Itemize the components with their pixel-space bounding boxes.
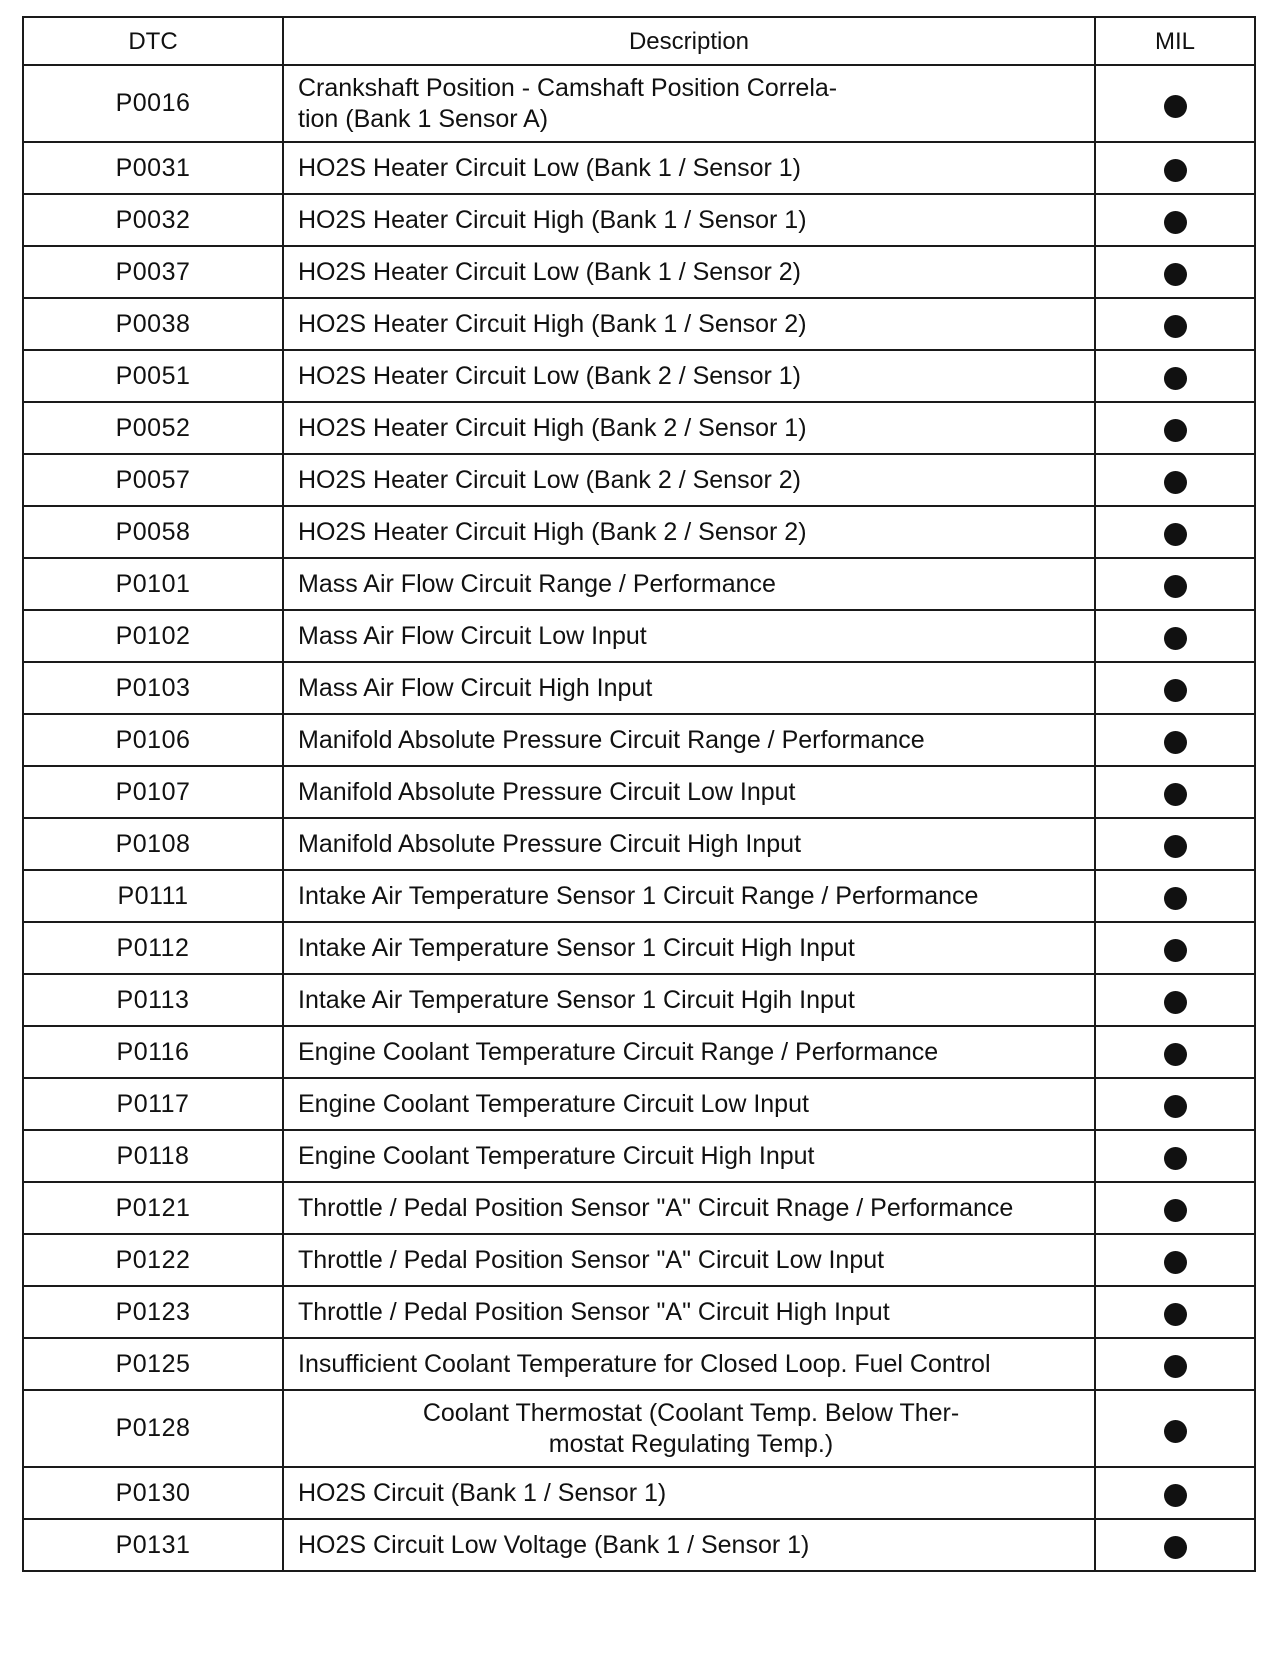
mil-indicator-dot-icon	[1164, 263, 1187, 286]
table-row	[23, 1467, 1255, 1519]
mil-cell	[1095, 974, 1255, 1026]
dtc-description	[283, 402, 1095, 454]
description-line: HO2S Heater Circuit Low (Bank 2 / Sensor 2)	[298, 465, 801, 494]
mil-cell	[1095, 402, 1255, 454]
dtc-description	[283, 1467, 1095, 1519]
mil-indicator-dot-icon	[1164, 1303, 1187, 1326]
mil-cell	[1095, 65, 1255, 142]
table-body	[23, 65, 1255, 1571]
mil-indicator-dot-icon	[1164, 1147, 1187, 1170]
description-line: Intake Air Temperature Sensor 1 Circuit High Input	[298, 933, 855, 962]
table-row	[23, 65, 1255, 142]
dtc-description	[283, 1130, 1095, 1182]
dtc-description	[283, 454, 1095, 506]
dtc-code: P0101	[23, 558, 283, 610]
table-row	[23, 558, 1255, 610]
dtc-code: P0112	[23, 922, 283, 974]
dtc-code: P0122	[23, 1234, 283, 1286]
mil-cell	[1095, 1286, 1255, 1338]
dtc-table	[22, 16, 1256, 1572]
mil-cell	[1095, 454, 1255, 506]
mil-cell	[1095, 1390, 1255, 1467]
mil-cell	[1095, 1467, 1255, 1519]
dtc-code: P0103	[23, 662, 283, 714]
dtc-code: P0131	[23, 1519, 283, 1571]
table-row	[23, 610, 1255, 662]
description-line: Mass Air Flow Circuit High Input	[298, 673, 653, 702]
mil-cell	[1095, 1130, 1255, 1182]
dtc-code: P0130	[23, 1467, 283, 1519]
mil-cell	[1095, 298, 1255, 350]
dtc-code: P0052	[23, 402, 283, 454]
description-line: Throttle / Pedal Position Sensor "A" Circuit Low Input	[298, 1245, 885, 1274]
mil-cell	[1095, 1519, 1255, 1571]
table-row	[23, 766, 1255, 818]
dtc-code: P0031	[23, 142, 283, 194]
dtc-code: P0118	[23, 1130, 283, 1182]
mil-cell	[1095, 350, 1255, 402]
table-row	[23, 506, 1255, 558]
description-line: HO2S Heater Circuit High (Bank 1 / Sensor 1)	[298, 205, 807, 234]
description-line: HO2S Heater Circuit Low (Bank 1 / Sensor 1)	[298, 153, 801, 182]
mil-cell	[1095, 194, 1255, 246]
description-line: Throttle / Pedal Position Sensor "A" Circuit Rnage / Performance	[298, 1193, 1014, 1222]
mil-indicator-dot-icon	[1164, 731, 1187, 754]
header-description: Description	[283, 17, 1095, 65]
table-row	[23, 1182, 1255, 1234]
mil-indicator-dot-icon	[1164, 1536, 1187, 1559]
mil-cell	[1095, 610, 1255, 662]
dtc-description	[283, 1390, 1095, 1467]
table-row	[23, 246, 1255, 298]
mil-indicator-dot-icon	[1164, 315, 1187, 338]
description-line: Coolant Thermostat (Coolant Temp. Below Ther-	[422, 1398, 960, 1427]
mil-cell	[1095, 1338, 1255, 1390]
dtc-code: P0108	[23, 818, 283, 870]
dtc-code: P0106	[23, 714, 283, 766]
table-row	[23, 402, 1255, 454]
dtc-code: P0102	[23, 610, 283, 662]
mil-cell	[1095, 922, 1255, 974]
dtc-description	[283, 974, 1095, 1026]
mil-cell	[1095, 1078, 1255, 1130]
mil-indicator-dot-icon	[1164, 783, 1187, 806]
mil-indicator-dot-icon	[1164, 419, 1187, 442]
dtc-code: P0107	[23, 766, 283, 818]
mil-indicator-dot-icon	[1164, 211, 1187, 234]
table-row	[23, 1026, 1255, 1078]
mil-cell	[1095, 142, 1255, 194]
dtc-code: P0111	[23, 870, 283, 922]
table-row	[23, 662, 1255, 714]
table-row	[23, 1286, 1255, 1338]
dtc-code: P0016	[23, 65, 283, 142]
dtc-code: P0117	[23, 1078, 283, 1130]
mil-indicator-dot-icon	[1164, 627, 1187, 650]
dtc-code: P0121	[23, 1182, 283, 1234]
mil-indicator-dot-icon	[1164, 471, 1187, 494]
table-row	[23, 350, 1255, 402]
description-line: Crankshaft Position - Camshaft Position Correla-	[298, 73, 838, 102]
mil-cell	[1095, 818, 1255, 870]
table-header-row	[23, 17, 1255, 65]
dtc-description	[283, 298, 1095, 350]
mil-indicator-dot-icon	[1164, 679, 1187, 702]
mil-cell	[1095, 714, 1255, 766]
mil-indicator-dot-icon	[1164, 1355, 1187, 1378]
description-line: Intake Air Temperature Sensor 1 Circuit Hgih Input	[298, 985, 855, 1014]
table-row	[23, 1338, 1255, 1390]
dtc-code: P0125	[23, 1338, 283, 1390]
mil-indicator-dot-icon	[1164, 1043, 1187, 1066]
mil-indicator-dot-icon	[1164, 887, 1187, 910]
description-line: HO2S Heater Circuit Low (Bank 1 / Sensor 2)	[298, 257, 801, 286]
table-row	[23, 298, 1255, 350]
dtc-description	[283, 558, 1095, 610]
dtc-description	[283, 766, 1095, 818]
dtc-description	[283, 194, 1095, 246]
dtc-code: P0058	[23, 506, 283, 558]
dtc-description	[283, 870, 1095, 922]
description-line: HO2S Heater Circuit High (Bank 2 / Sensor 2)	[298, 517, 807, 546]
table-row	[23, 922, 1255, 974]
dtc-description	[283, 350, 1095, 402]
dtc-code: P0051	[23, 350, 283, 402]
table-row	[23, 1078, 1255, 1130]
mil-cell	[1095, 246, 1255, 298]
table-row	[23, 974, 1255, 1026]
dtc-code: P0128	[23, 1390, 283, 1467]
dtc-code: P0032	[23, 194, 283, 246]
mil-indicator-dot-icon	[1164, 367, 1187, 390]
mil-cell	[1095, 1182, 1255, 1234]
table-row	[23, 454, 1255, 506]
table-row	[23, 1130, 1255, 1182]
dtc-code: P0116	[23, 1026, 283, 1078]
dtc-description	[283, 818, 1095, 870]
mil-cell	[1095, 1234, 1255, 1286]
dtc-code: P0038	[23, 298, 283, 350]
dtc-code: P0123	[23, 1286, 283, 1338]
mil-indicator-dot-icon	[1164, 1484, 1187, 1507]
mil-indicator-dot-icon	[1164, 523, 1187, 546]
dtc-description	[283, 1026, 1095, 1078]
description-line: Mass Air Flow Circuit Range / Performance	[298, 569, 776, 598]
dtc-description	[283, 1182, 1095, 1234]
table-row	[23, 1390, 1255, 1467]
mil-indicator-dot-icon	[1164, 1251, 1187, 1274]
dtc-description	[283, 1234, 1095, 1286]
dtc-description	[283, 610, 1095, 662]
description-line: Engine Coolant Temperature Circuit High Input	[298, 1141, 815, 1170]
mil-cell	[1095, 558, 1255, 610]
description-line: Intake Air Temperature Sensor 1 Circuit Range / Performance	[298, 881, 979, 910]
dtc-code: P0057	[23, 454, 283, 506]
mil-indicator-dot-icon	[1164, 1199, 1187, 1222]
description-line: Mass Air Flow Circuit Low Input	[298, 621, 647, 650]
dtc-description	[283, 246, 1095, 298]
dtc-description	[283, 142, 1095, 194]
dtc-description	[283, 1286, 1095, 1338]
mil-cell	[1095, 1026, 1255, 1078]
mil-indicator-dot-icon	[1164, 1095, 1187, 1118]
description-line: Manifold Absolute Pressure Circuit High Input	[298, 829, 802, 858]
mil-indicator-dot-icon	[1164, 991, 1187, 1014]
header-mil: MIL	[1095, 17, 1255, 65]
dtc-description	[283, 1078, 1095, 1130]
description-line: Engine Coolant Temperature Circuit Low Input	[298, 1089, 809, 1118]
description-line: Manifold Absolute Pressure Circuit Low Input	[298, 777, 796, 806]
description-line: Engine Coolant Temperature Circuit Range / Performance	[298, 1037, 939, 1066]
mil-indicator-dot-icon	[1164, 159, 1187, 182]
description-line: mostat Regulating Temp.)	[548, 1429, 834, 1458]
dtc-description	[283, 1519, 1095, 1571]
dtc-code: P0037	[23, 246, 283, 298]
dtc-description	[283, 1338, 1095, 1390]
dtc-description	[283, 922, 1095, 974]
description-line: HO2S Circuit Low Voltage (Bank 1 / Sensor 1)	[298, 1530, 810, 1559]
dtc-code: P0113	[23, 974, 283, 1026]
table-row	[23, 1519, 1255, 1571]
description-line: Insufficient Coolant Temperature for Closed Loop. Fuel Control	[298, 1349, 991, 1378]
mil-cell	[1095, 662, 1255, 714]
header-dtc: DTC	[23, 17, 283, 65]
table-row	[23, 714, 1255, 766]
table-row	[23, 194, 1255, 246]
dtc-description	[283, 65, 1095, 142]
table-row	[23, 142, 1255, 194]
mil-cell	[1095, 766, 1255, 818]
description-line: Throttle / Pedal Position Sensor "A" Circuit High Input	[298, 1297, 890, 1326]
dtc-description	[283, 662, 1095, 714]
description-line: HO2S Heater Circuit High (Bank 1 / Sensor 2)	[298, 309, 807, 338]
mil-indicator-dot-icon	[1164, 95, 1187, 118]
description-line: tion (Bank 1 Sensor A)	[298, 104, 549, 133]
table-row	[23, 870, 1255, 922]
description-line: HO2S Circuit (Bank 1 / Sensor 1)	[298, 1478, 667, 1507]
table-row	[23, 818, 1255, 870]
mil-cell	[1095, 870, 1255, 922]
description-line: HO2S Heater Circuit Low (Bank 2 / Sensor 1)	[298, 361, 801, 390]
description-line: HO2S Heater Circuit High (Bank 2 / Sensor 1)	[298, 413, 807, 442]
dtc-description	[283, 714, 1095, 766]
mil-indicator-dot-icon	[1164, 835, 1187, 858]
mil-indicator-dot-icon	[1164, 1420, 1187, 1443]
description-line: Manifold Absolute Pressure Circuit Range / Performance	[298, 725, 925, 754]
mil-indicator-dot-icon	[1164, 575, 1187, 598]
mil-cell	[1095, 506, 1255, 558]
dtc-description	[283, 506, 1095, 558]
table-row	[23, 1234, 1255, 1286]
mil-indicator-dot-icon	[1164, 939, 1187, 962]
